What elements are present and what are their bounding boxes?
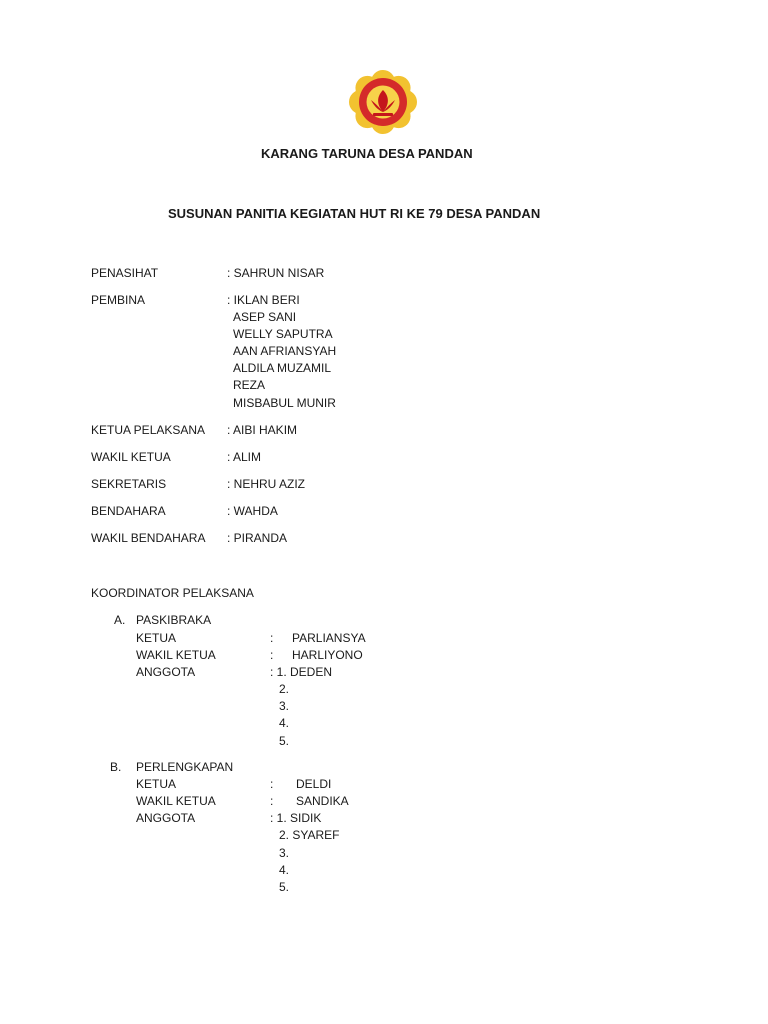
pembina-label: PEMBINA [91,293,146,307]
section-a-title: PASKIBRAKA [136,613,212,627]
section-b-member: 4. [279,863,290,877]
org-title: KARANG TARUNA DESA PANDAN [261,146,473,161]
section-b-anggota-label: ANGGOTA [136,811,196,825]
section-a-member: : 1. DEDEN [270,665,333,679]
karang-taruna-logo [344,68,422,136]
pembina-value: : IKLAN BERI [227,293,300,307]
pembina-member: MISBABUL MUNIR [233,396,336,410]
pembina-member: WELLY SAPUTRA [233,327,333,341]
section-b-ketua-label: KETUA [136,777,177,791]
section-a-wakil-colon: : [270,648,274,662]
section-b-wakil-value: SANDIKA [296,794,349,808]
section-a-member: 3. [279,699,290,713]
pembina-member: ASEP SANI [233,310,297,324]
koordinator-heading: KOORDINATOR PELAKSANA [91,586,254,600]
section-a-wakil-value: HARLIYONO [292,648,363,662]
penasihat-value: : SAHRUN NISAR [227,266,325,280]
section-a-ketua-colon: : [270,631,274,645]
emblem-base [373,113,393,116]
penasihat-label: PENASIHAT [91,266,159,280]
pembina-member: REZA [233,378,266,392]
section-b-member: 3. [279,846,290,860]
section-a-member: 2. [279,682,290,696]
section-a-wakil-label: WAKIL KETUA [136,648,216,662]
section-a-ketua-value: PARLIANSYA [292,631,366,645]
wakil-ketua-value: : ALIM [227,450,262,464]
sekretaris-value: : NEHRU AZIZ [227,477,306,491]
pembina-member: AAN AFRIANSYAH [233,344,337,358]
section-b-wakil-colon: : [270,794,274,808]
wakil-bendahara-value: : PIRANDA [227,531,288,545]
ketua-value: : AIBI HAKIM [227,423,298,437]
bendahara-value: : WAHDA [227,504,278,518]
sekretaris-label: SEKRETARIS [91,477,167,491]
section-a-letter: A. [114,613,126,627]
section-b-letter: B. [110,760,122,774]
section-b-title: PERLENGKAPAN [136,760,234,774]
section-b-wakil-label: WAKIL KETUA [136,794,216,808]
section-b-member: 2. SYAREF [279,828,340,842]
section-b-ketua-value: DELDI [296,777,332,791]
section-b-member: 5. [279,880,290,894]
wakil-bendahara-label: WAKIL BENDAHARA [91,531,206,545]
section-a-ketua-label: KETUA [136,631,177,645]
bendahara-label: BENDAHARA [91,504,166,518]
section-a-member: 4. [279,716,290,730]
section-b-member: : 1. SIDIK [270,811,322,825]
section-a-member: 5. [279,734,290,748]
pembina-member: ALDILA MUZAMIL [233,361,332,375]
section-b-ketua-colon: : [270,777,274,791]
ketua-label: KETUA PELAKSANA [91,423,206,437]
document-title: SUSUNAN PANITIA KEGIATAN HUT RI KE 79 DESA PANDAN [168,206,541,221]
section-a-anggota-label: ANGGOTA [136,665,196,679]
wakil-ketua-label: WAKIL KETUA [91,450,171,464]
